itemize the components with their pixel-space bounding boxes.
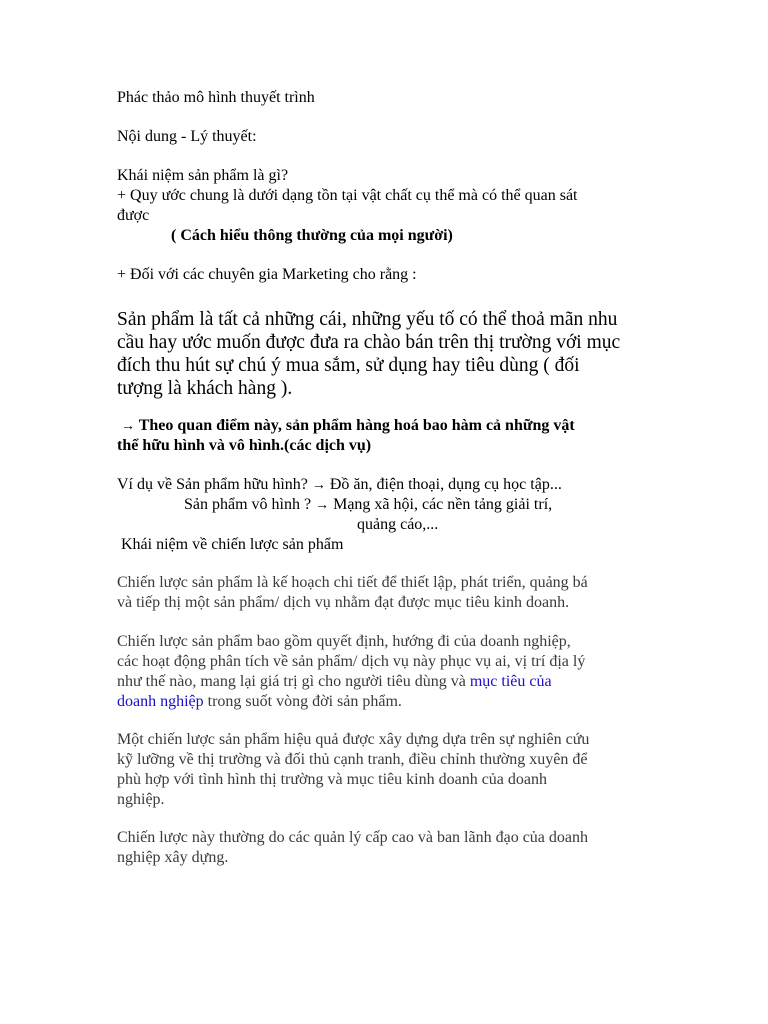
concept-question: Khái niệm sản phẩm là gì? — [117, 167, 289, 184]
example-tangible — [117, 475, 562, 496]
example-intangible-answer: Mạng xã hội, các nền tảng giải trí, — [333, 496, 553, 513]
example-intangible — [184, 495, 552, 516]
strategy-paragraph-line: Chiến lược sản phẩm bao gồm quyết định, hướng đi của doanh nghiệp, — [117, 633, 571, 650]
strategy-paragraph-line — [117, 672, 552, 692]
strategy-paragraph-line: Chiến lược này thường do các quản lý cấp cao và ban lãnh đạo của doanh — [117, 829, 588, 846]
right-arrow-icon: → — [311, 478, 326, 493]
strategy-paragraph-line: kỹ lưỡng về thị trường và đối thủ cạnh tranh, điều chỉnh thường xuyên để — [117, 751, 588, 768]
example-tangible-answer: Đồ ăn, điện thoại, dụng cụ học tập... — [329, 476, 562, 493]
viewpoint-line: thể hữu hình và vô hình.(các dịch vụ) — [117, 437, 372, 454]
strategy-paragraph-line: các hoạt động phân tích về sản phẩm/ dịch vụ này phục vụ ai, vị trí địa lý — [117, 653, 586, 670]
strategy-paragraph-line: và tiếp thị một sản phẩm/ dịch vụ nhằm đạt được mục tiêu kinh doanh. — [117, 594, 570, 611]
example-tangible-question: Ví dụ về Sản phẩm hữu hình? — [117, 476, 308, 493]
example-intangible-answer-cont: quảng cáo,... — [357, 516, 439, 533]
strategy-paragraph-line: nghiệp. — [117, 791, 165, 808]
right-arrow-icon: → — [121, 419, 135, 434]
strategy-paragraph-line: phù hợp với tình hình thị trường và mục tiêu kinh doanh của doanh — [117, 771, 547, 788]
strategy-paragraph-line — [117, 692, 402, 712]
business-goal-link[interactable]: doanh nghiệp — [117, 693, 204, 710]
convention-line: + Quy ước chung là dưới dạng tồn tại vật chất cụ thể mà có thể quan sát — [117, 187, 578, 204]
document-title: Phác thảo mô hình thuyết trình — [117, 89, 315, 106]
content-heading: Nội dung - Lý thuyết: — [117, 128, 257, 145]
example-intangible-question: Sản phẩm vô hình ? — [184, 496, 312, 513]
right-arrow-icon: → — [315, 498, 330, 513]
definition-line: Sản phẩm là tất cả những cái, những yếu tố có thể thoả mãn nhu — [117, 309, 618, 330]
marketing-experts-line: + Đối với các chuyên gia Marketing cho rằng : — [117, 266, 417, 283]
business-goal-link[interactable]: mục tiêu của — [469, 673, 552, 690]
convention-line: được — [117, 207, 150, 224]
definition-line: tượng là khách hàng ). — [117, 378, 293, 399]
strategy-heading: Khái niệm về chiến lược sản phẩm — [121, 536, 344, 553]
paragraph-text: như thế nào, mang lại giá trị gì cho người tiêu dùng và — [117, 673, 470, 690]
definition-line: cầu hay ước muốn được đưa ra chào bán trên thị trường với mục — [117, 332, 621, 353]
strategy-paragraph-line: nghiệp xây dựng. — [117, 849, 229, 866]
common-understanding-note: ( Cách hiểu thông thường của mọi người) — [171, 227, 453, 244]
strategy-paragraph-line: Một chiến lược sản phẩm hiệu quả được xây dựng dựa trên sự nghiên cứu — [117, 731, 590, 748]
viewpoint-text: Theo quan điểm này, sản phẩm hàng hoá bao hàm cả những vật — [138, 417, 575, 434]
definition-line: đích thu hút sự chú ý mua sắm, sử dụng hay tiêu dùng ( đối — [117, 355, 580, 376]
strategy-paragraph-line: Chiến lược sản phẩm là kế hoạch chi tiết để thiết lập, phát triển, quảng bá — [117, 574, 588, 591]
viewpoint-line — [121, 416, 575, 437]
paragraph-text: trong suốt vòng đời sản phẩm. — [203, 693, 402, 710]
